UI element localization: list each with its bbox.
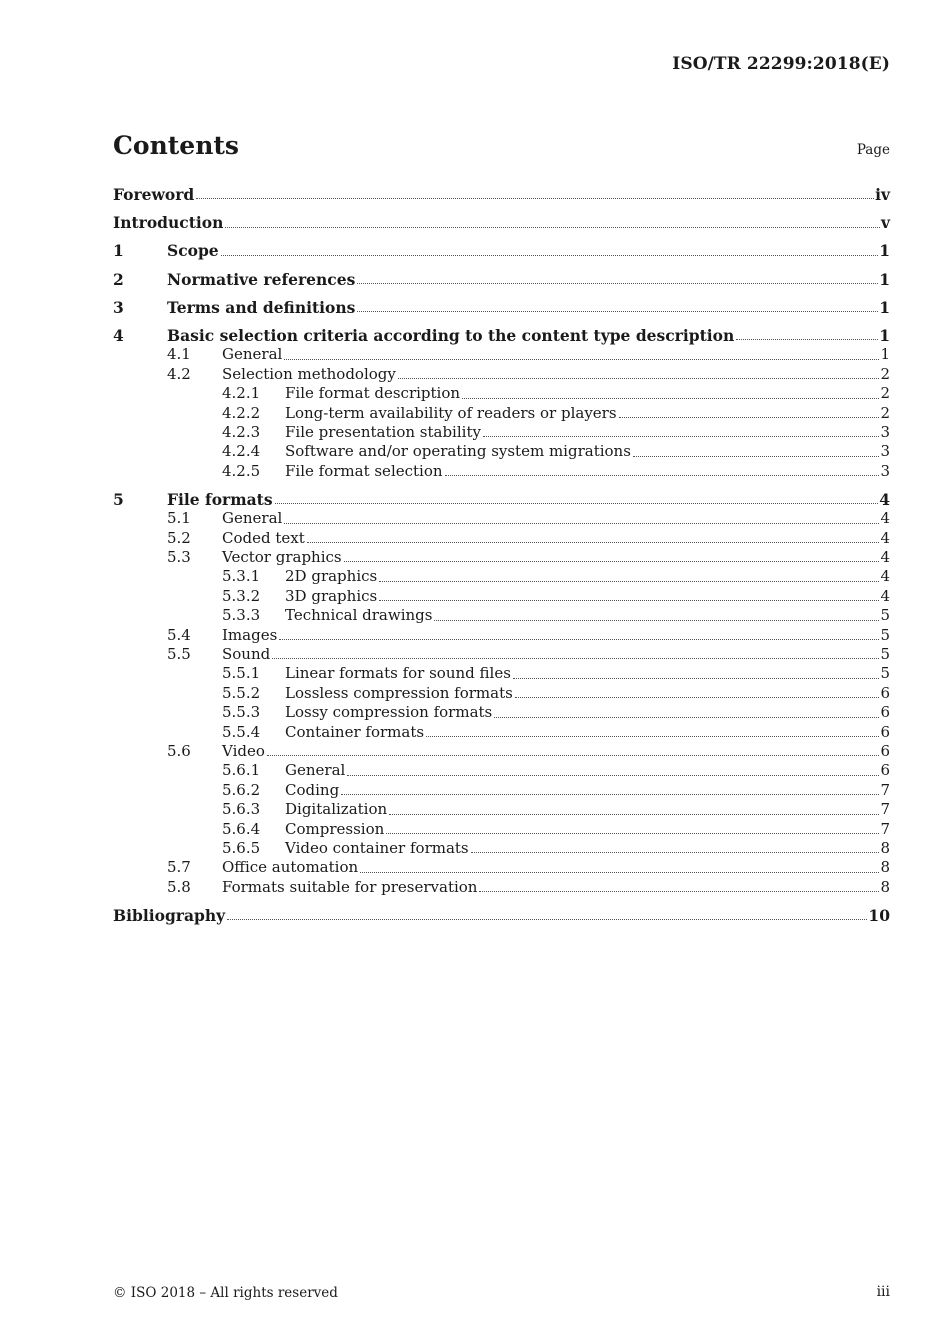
copyright-notice: © ISO 2018 – All rights reserved bbox=[113, 1285, 338, 1301]
dot-leader bbox=[471, 852, 880, 853]
toc-entry[interactable] bbox=[113, 703, 890, 722]
toc-entry-number: 5.5.2 bbox=[222, 683, 261, 702]
toc-entry-page: 6 bbox=[880, 722, 890, 741]
toc-entry-number: 5.8 bbox=[167, 877, 191, 896]
toc-entry[interactable] bbox=[113, 213, 890, 232]
dot-leader bbox=[347, 775, 879, 776]
toc-entry-page: 8 bbox=[880, 838, 890, 857]
toc-entry-title: Container formats bbox=[285, 722, 425, 741]
dot-leader bbox=[515, 697, 880, 698]
dot-leader bbox=[398, 378, 880, 379]
toc-entry-title: 3D graphics bbox=[285, 586, 378, 605]
toc-entry-number: 5.6.5 bbox=[222, 838, 261, 857]
toc-entry-number: 4 bbox=[113, 325, 124, 345]
dot-leader bbox=[341, 794, 879, 795]
toc-entry-title: Lossless compression formats bbox=[285, 683, 513, 702]
toc-entry-title: Formats suitable for preservation bbox=[222, 877, 478, 896]
toc-entry-page: 6 bbox=[880, 683, 890, 702]
toc-entry-title: Video container formats bbox=[285, 838, 469, 857]
toc-entry-number: 5.7 bbox=[167, 858, 191, 877]
toc-entry-title: Selection methodology bbox=[222, 364, 396, 383]
dot-leader bbox=[426, 736, 879, 737]
table-of-contents bbox=[113, 185, 890, 925]
toc-entry[interactable] bbox=[113, 906, 890, 925]
toc-entry-page: 1 bbox=[880, 345, 890, 364]
toc-entry-title: Compression bbox=[285, 819, 385, 838]
toc-entry-title: Vector graphics bbox=[222, 548, 342, 567]
toc-entry-number: 5 bbox=[113, 489, 124, 509]
toc-entry[interactable] bbox=[113, 509, 890, 528]
toc-entry-number: 5.5 bbox=[167, 644, 191, 663]
toc-entry[interactable] bbox=[113, 404, 890, 423]
contents-heading: Contents bbox=[113, 131, 240, 160]
dot-leader bbox=[379, 581, 879, 582]
toc-entry-number: 5.5.1 bbox=[222, 664, 261, 683]
toc-entry-title: Normative references bbox=[167, 269, 356, 289]
toc-entry-number: 5.3.2 bbox=[222, 586, 261, 605]
dot-leader bbox=[357, 311, 878, 312]
dot-leader bbox=[379, 600, 879, 601]
toc-entry-page: 2 bbox=[880, 364, 890, 383]
toc-entry-page: 4 bbox=[880, 509, 890, 528]
page-number: iii bbox=[876, 1284, 890, 1300]
toc-entry[interactable] bbox=[113, 645, 890, 664]
toc-entry-title: File format description bbox=[285, 384, 461, 403]
toc-entry[interactable] bbox=[113, 626, 890, 645]
toc-entry-page: 1 bbox=[879, 325, 890, 345]
toc-entry[interactable] bbox=[113, 606, 890, 625]
dot-leader bbox=[462, 398, 879, 399]
dot-leader bbox=[227, 919, 867, 920]
toc-entry-page: 5 bbox=[880, 625, 890, 644]
dot-leader bbox=[221, 255, 879, 256]
toc-entry-page: 4 bbox=[880, 567, 890, 586]
toc-entry-title: Scope bbox=[167, 241, 219, 261]
toc-entry-number: 5.6.4 bbox=[222, 819, 261, 838]
toc-entry-number: 4.2.2 bbox=[222, 403, 261, 422]
toc-entry-page: 8 bbox=[880, 877, 890, 896]
dot-leader bbox=[445, 475, 880, 476]
toc-entry-page: 10 bbox=[868, 905, 890, 925]
toc-entry[interactable] bbox=[113, 858, 890, 877]
dot-leader bbox=[479, 891, 879, 892]
toc-entry-number: 5.6.3 bbox=[222, 800, 261, 819]
toc-entry[interactable] bbox=[113, 345, 890, 364]
dot-leader bbox=[513, 678, 880, 679]
toc-entry-page: 3 bbox=[880, 461, 890, 480]
toc-entry-page: 4 bbox=[879, 489, 890, 509]
toc-entry[interactable] bbox=[113, 723, 890, 742]
toc-entry-title: Sound bbox=[222, 644, 271, 663]
toc-entry[interactable] bbox=[113, 587, 890, 606]
toc-entry[interactable] bbox=[113, 567, 890, 586]
dot-leader bbox=[344, 561, 880, 562]
toc-entry-number: 4.2 bbox=[167, 364, 191, 383]
toc-entry-page: 7 bbox=[880, 819, 890, 838]
toc-entry[interactable] bbox=[113, 185, 890, 204]
toc-entry-title: Bibliography bbox=[113, 905, 226, 925]
toc-entry-title: File formats bbox=[167, 489, 273, 509]
toc-entry[interactable] bbox=[113, 820, 890, 839]
dot-leader bbox=[267, 755, 880, 756]
toc-entry-page: 7 bbox=[880, 780, 890, 799]
toc-entry-number: 4.1 bbox=[167, 345, 191, 364]
toc-entry-title: General bbox=[222, 509, 283, 528]
toc-entry-page: 5 bbox=[880, 644, 890, 663]
toc-entry-page: 6 bbox=[880, 761, 890, 780]
toc-entry-title: Video bbox=[222, 741, 265, 760]
dot-leader bbox=[307, 542, 880, 543]
toc-entry-title: Software and/or operating system migrations bbox=[285, 442, 631, 461]
dot-leader bbox=[284, 523, 879, 524]
toc-entry-page: 1 bbox=[879, 297, 890, 317]
dot-leader bbox=[196, 198, 874, 199]
toc-entry-number: 2 bbox=[113, 269, 124, 289]
dot-leader bbox=[389, 814, 879, 815]
toc-entry-title: File presentation stability bbox=[285, 422, 481, 441]
toc-entry-page: 1 bbox=[879, 241, 890, 261]
toc-entry-page: 2 bbox=[880, 384, 890, 403]
toc-entry-title: General bbox=[285, 761, 346, 780]
dot-leader bbox=[736, 339, 878, 340]
dot-leader bbox=[357, 283, 878, 284]
toc-entry[interactable] bbox=[113, 684, 890, 703]
toc-entry[interactable] bbox=[113, 800, 890, 819]
toc-entry[interactable] bbox=[113, 326, 890, 345]
toc-entry[interactable] bbox=[113, 742, 890, 761]
document-id: ISO/TR 22299:2018(E) bbox=[672, 54, 890, 74]
toc-entry-number: 3 bbox=[113, 297, 124, 317]
dot-leader bbox=[483, 436, 880, 437]
toc-entry-title: Long-term availability of readers or players bbox=[285, 403, 617, 422]
dot-leader bbox=[434, 620, 879, 621]
toc-entry-title: File format selection bbox=[285, 461, 443, 480]
toc-entry-number: 5.4 bbox=[167, 625, 191, 644]
toc-entry-title: Linear formats for sound files bbox=[285, 664, 511, 683]
toc-entry-page: 4 bbox=[880, 586, 890, 605]
dot-leader bbox=[272, 658, 879, 659]
dot-leader bbox=[284, 359, 879, 360]
toc-entry-number: 4.2.1 bbox=[222, 384, 261, 403]
toc-entry-page: 1 bbox=[879, 269, 890, 289]
toc-entry-page: 2 bbox=[880, 403, 890, 422]
toc-entry-number: 4.2.4 bbox=[222, 442, 261, 461]
toc-entry-title: Coding bbox=[285, 780, 340, 799]
toc-entry-title: Basic selection criteria according to the content type description bbox=[167, 325, 735, 345]
toc-entry-title: Office automation bbox=[222, 858, 359, 877]
toc-entry-page: 5 bbox=[880, 664, 890, 683]
toc-entry-page: 6 bbox=[880, 741, 890, 760]
toc-entry-title: Coded text bbox=[222, 528, 305, 547]
toc-entry-number: 4.2.5 bbox=[222, 461, 261, 480]
dot-leader bbox=[633, 456, 880, 457]
toc-entry[interactable] bbox=[113, 529, 890, 548]
toc-entry-number: 5.3.3 bbox=[222, 606, 261, 625]
toc-entry[interactable] bbox=[113, 462, 890, 481]
toc-entry-number: 5.3 bbox=[167, 548, 191, 567]
toc-entry[interactable] bbox=[113, 664, 890, 683]
toc-entry-number: 5.5.4 bbox=[222, 722, 261, 741]
toc-entry-number: 5.1 bbox=[167, 509, 191, 528]
toc-entry-number: 5.5.3 bbox=[222, 703, 261, 722]
toc-entry-page: 7 bbox=[880, 800, 890, 819]
dot-leader bbox=[279, 639, 879, 640]
toc-entry-number: 4.2.3 bbox=[222, 422, 261, 441]
toc-entry-page: 4 bbox=[880, 548, 890, 567]
toc-entry[interactable] bbox=[113, 839, 890, 858]
toc-entry-title: Lossy compression formats bbox=[285, 703, 493, 722]
dot-leader bbox=[386, 833, 879, 834]
toc-entry[interactable] bbox=[113, 781, 890, 800]
toc-entry[interactable] bbox=[113, 423, 890, 442]
toc-entry-title: Technical drawings bbox=[285, 606, 433, 625]
toc-entry-page: 6 bbox=[880, 703, 890, 722]
toc-entry-number: 5.3.1 bbox=[222, 567, 261, 586]
toc-entry-title: Foreword bbox=[113, 185, 195, 204]
toc-entry-title: Terms and definitions bbox=[167, 297, 356, 317]
toc-entry-number: 5.6.1 bbox=[222, 761, 261, 780]
toc-entry[interactable] bbox=[113, 241, 890, 260]
toc-entry-page: iv bbox=[875, 185, 890, 204]
toc-entry[interactable] bbox=[113, 490, 890, 509]
toc-entry-number: 5.6.2 bbox=[222, 780, 261, 799]
toc-entry-page: 8 bbox=[880, 858, 890, 877]
toc-entry[interactable] bbox=[113, 365, 890, 384]
toc-entry[interactable] bbox=[113, 270, 890, 289]
toc-entry-page: 3 bbox=[880, 442, 890, 461]
toc-entry-page: 3 bbox=[880, 422, 890, 441]
toc-entry-page: 5 bbox=[880, 606, 890, 625]
dot-leader bbox=[275, 503, 879, 504]
toc-entry-number: 5.6 bbox=[167, 741, 191, 760]
toc-entry[interactable] bbox=[113, 298, 890, 317]
toc-entry-page: v bbox=[880, 213, 890, 233]
page-column-label: Page bbox=[856, 142, 890, 158]
toc-entry-title: 2D graphics bbox=[285, 567, 378, 586]
dot-leader bbox=[225, 227, 880, 228]
toc-entry-number: 1 bbox=[113, 241, 124, 261]
toc-entry[interactable] bbox=[113, 878, 890, 897]
toc-entry[interactable] bbox=[113, 761, 890, 780]
toc-entry-number: 5.2 bbox=[167, 528, 191, 547]
dot-leader bbox=[619, 417, 880, 418]
dot-leader bbox=[360, 872, 879, 873]
toc-entry[interactable] bbox=[113, 384, 890, 403]
toc-entry-page: 4 bbox=[880, 528, 890, 547]
toc-entry-title: General bbox=[222, 345, 283, 364]
toc-entry[interactable] bbox=[113, 548, 890, 567]
toc-entry-title: Images bbox=[222, 625, 278, 644]
toc-entry-title: Introduction bbox=[113, 213, 224, 233]
dot-leader bbox=[494, 717, 879, 718]
toc-entry[interactable] bbox=[113, 442, 890, 461]
toc-entry-title: Digitalization bbox=[285, 800, 388, 819]
